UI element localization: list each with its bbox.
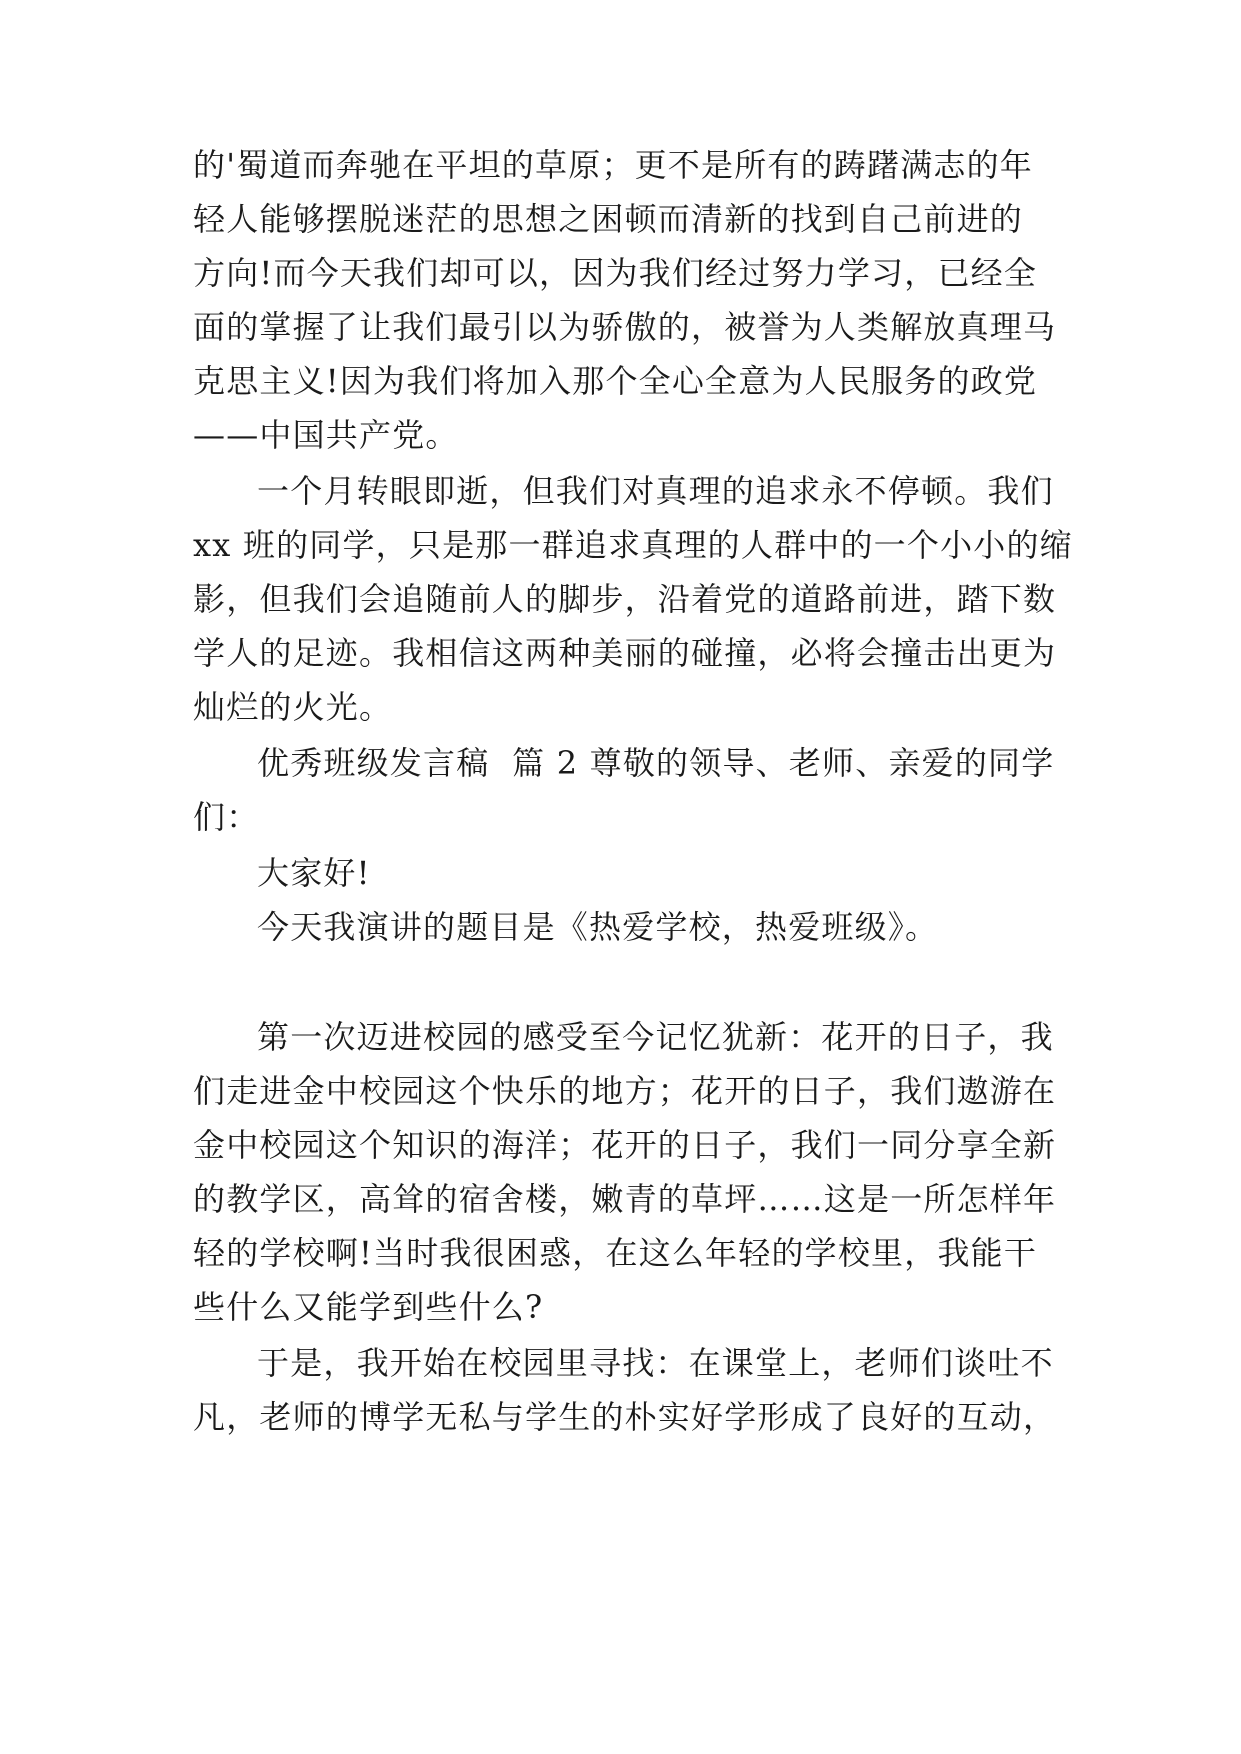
text-line: ——中国共产党。 [193,416,459,454]
text-line: 于是，我开始在校园里寻找：在课堂上，老师们谈吐不 [257,1344,1054,1382]
text-line: 第一次迈进校园的感受至今记忆犹新：花开的日子，我 [257,1018,1054,1056]
text-line: 灿烂的火光。 [193,688,393,726]
text-line: xx 班的同学，只是那一群追求真理的人群中的一个小小的缩 [193,526,1073,564]
text-line: 们： [193,798,260,836]
text-line: 些什么又能学到些什么? [193,1288,544,1326]
text-line: 面的掌握了让我们最引以为骄傲的，被誉为人类解放真理马 [193,308,1057,346]
text-line: 今天我演讲的题目是《热爱学校，热爱班级》。 [257,908,939,946]
text-line: 方向!而今天我们却可以，因为我们经过努力学习，已经全 [193,254,1038,292]
text-line: 轻的学校啊!当时我很困惑，在这么年轻的学校里，我能干 [193,1234,1038,1272]
text-line: 优秀班级发言稿 篇 2 尊敬的领导、老师、亲爱的同学 [257,744,1055,782]
text-line: 一个月转眼即逝，但我们对真理的追求永不停顿。我们 [257,472,1054,510]
text-line: 影，但我们会追随前人的脚步，沿着党的道路前进，踏下数 [193,580,1057,618]
text-line: 凡，老师的博学无私与学生的朴实好学形成了良好的互动， [193,1398,1057,1436]
text-line: 大家好! [257,854,371,892]
text-line: 金中校园这个知识的海洋；花开的日子，我们一同分享全新 [193,1126,1057,1164]
text-line: 学人的足迹。我相信这两种美丽的碰撞，必将会撞击出更为 [193,634,1057,672]
text-line: 的教学区，高耸的宿舍楼，嫩青的草坪……这是一所怎样年 [193,1180,1057,1218]
text-line: 的'蜀道而奔驰在平坦的草原；更不是所有的踌躇满志的年 [193,146,1033,184]
text-line: 轻人能够摆脱迷茫的思想之困顿而清新的找到自己前进的 [193,200,1024,238]
text-line: 克思主义!因为我们将加入那个全心全意为人民服务的政党 [193,362,1038,400]
text-line: 们走进金中校园这个快乐的地方；花开的日子，我们遨游在 [193,1072,1057,1110]
